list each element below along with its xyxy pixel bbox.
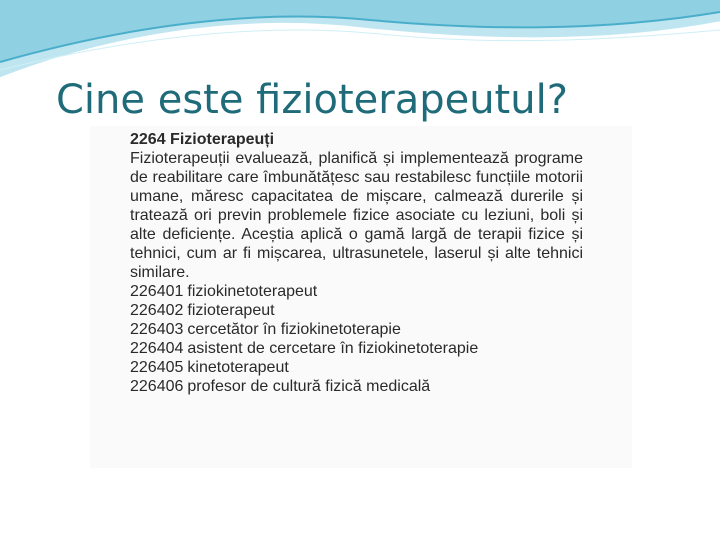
- occupation-code-item: [130, 377, 583, 396]
- occupation-code-list: [130, 282, 583, 396]
- slide-title: Cine este fizioterapeutul?: [56, 77, 568, 123]
- occupation-name: fizioterapeut: [187, 302, 275, 319]
- occupation-name: asistent de cercetare în fiziokinetoterapie: [187, 340, 479, 357]
- occupation-description: Fizioterapeuții evaluează, planifică și implementează programe de reabilitare care îmbunătățesc sau restabilesc funcțiile motorii umane, măresc capacitatea de mișcare, calmează durerile și tratează ori previn problemele fizice asociate cu leziuni, boli și alte deficiențe. Aceștia aplică o gamă largă de terapii fizice și tehnici, cum ar fi mișcarea, ultrasunetele, laserul și alte tehnici similare.: [130, 150, 583, 281]
- occupation-code-item: [130, 320, 583, 339]
- occupation-code: 226404: [130, 340, 184, 357]
- occupation-group-name: Fizioterapeuți: [170, 131, 275, 148]
- occupation-code-item: [130, 358, 583, 377]
- occupation-code: 226405: [130, 359, 184, 376]
- occupation-code-item: [130, 339, 583, 358]
- occupation-code: 226401: [130, 283, 184, 300]
- occupation-code: 226402: [130, 302, 184, 319]
- occupation-code: 226406: [130, 378, 184, 395]
- occupation-code-item: [130, 301, 583, 320]
- occupation-group-heading: [130, 130, 583, 149]
- occupation-code-item: [130, 282, 583, 301]
- occupation-name: fiziokinetoterapeut: [187, 283, 318, 300]
- occupation-code: 226403: [130, 321, 184, 338]
- document-excerpt: [130, 130, 583, 396]
- occupation-group-code: 2264: [130, 131, 166, 148]
- occupation-name: kinetoterapeut: [187, 359, 289, 376]
- occupation-name: profesor de cultură fizică medicală: [187, 378, 431, 395]
- occupation-name: cercetător în fiziokinetoterapie: [187, 321, 401, 338]
